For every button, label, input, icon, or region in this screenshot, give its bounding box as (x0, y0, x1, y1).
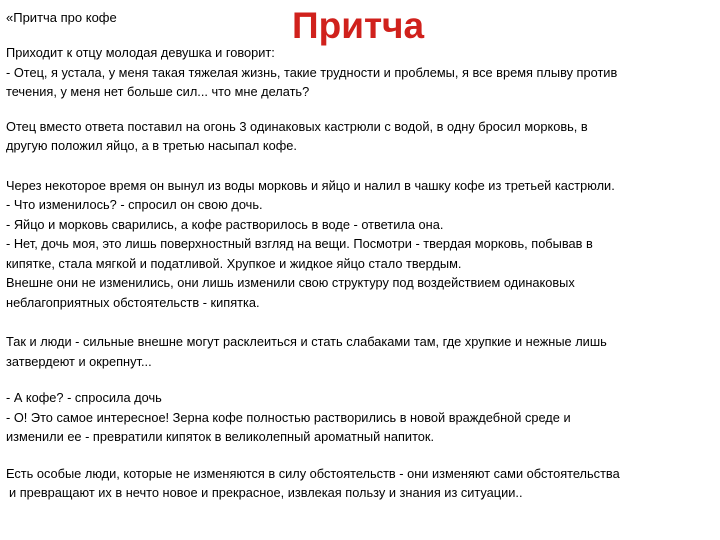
page-title: Притча (292, 5, 425, 46)
text-line: изменили ее - превратили кипяток в великолепный ароматный напиток. (6, 429, 435, 444)
text-line: Через некоторое время он вынул из воды морковь и яйцо и налил в чашку кофе из третьей кастрюли. (6, 177, 615, 193)
paragraph-gap (6, 447, 718, 464)
paragraph-4 (6, 332, 718, 371)
paragraph-gap (6, 102, 718, 117)
text-line: течения, у меня нет больше сил... что мне делать? (6, 84, 310, 99)
text-line: - А кофе? - спросила дочь (6, 390, 162, 405)
text-line: затвердеют и окрепнут... (6, 353, 152, 369)
paragraph-3 (6, 176, 718, 313)
text-line: неблагоприятных обстоятельств - кипятка. (6, 294, 260, 310)
text-line: Отец вместо ответа поставил на огонь 3 одинаковых кастрюли с водой, в одну бросил морковь, в (6, 118, 588, 134)
text-line: Приходит к отцу молодая девушка и говорит: (6, 45, 275, 60)
text-line: - Нет, дочь моя, это лишь поверхностный взгляд на вещи. Посмотри - твердая морковь, побывав в (6, 236, 593, 251)
paragraph-1 (6, 43, 718, 102)
paragraph-5 (6, 388, 718, 447)
text-line: другую положил яйцо, а в третью насыпал кофе. (6, 138, 297, 153)
paragraph-6 (6, 464, 718, 503)
text-line: - Отец, я устала, у меня такая тяжелая жизнь, такие трудности и проблемы, я все время плыву против (6, 64, 618, 80)
text-line: кипятке, стала мягкой и податливой. Хрупкое и жидкое яйцо стало твердым. (6, 255, 462, 271)
text-line: и превращают их в нечто новое и прекрасное, извлекая пользу и знания из ситуации.. (9, 485, 523, 500)
paragraph-gap (6, 312, 718, 332)
text-line: - О! Это самое интересное! Зерна кофе полностью растворились в новой враждебной среде и (6, 409, 571, 425)
text-line: Внешне они не изменились, они лишь изменили свою структуру под воздействием одинаковых (6, 275, 575, 290)
text-line: - Яйцо и морковь сварились, а кофе растворилось в воде - ответила она. (6, 216, 444, 232)
paragraph-2 (6, 117, 718, 156)
text-line: Так и люди - сильные внешне могут расклеиться и стать слабаками там, где хрупкие и нежные лишь (6, 334, 607, 349)
text-line: Есть особые люди, которые не изменяются в силу обстоятельств - они изменяют сами обстоятельства (6, 465, 620, 481)
slide-subtitle: «Притча про кофе (6, 10, 117, 25)
paragraph-gap (6, 371, 718, 388)
parable-text (6, 43, 718, 503)
paragraph-gap (6, 156, 718, 176)
text-line: - Что изменилось? - спросил он свою дочь. (6, 197, 263, 212)
